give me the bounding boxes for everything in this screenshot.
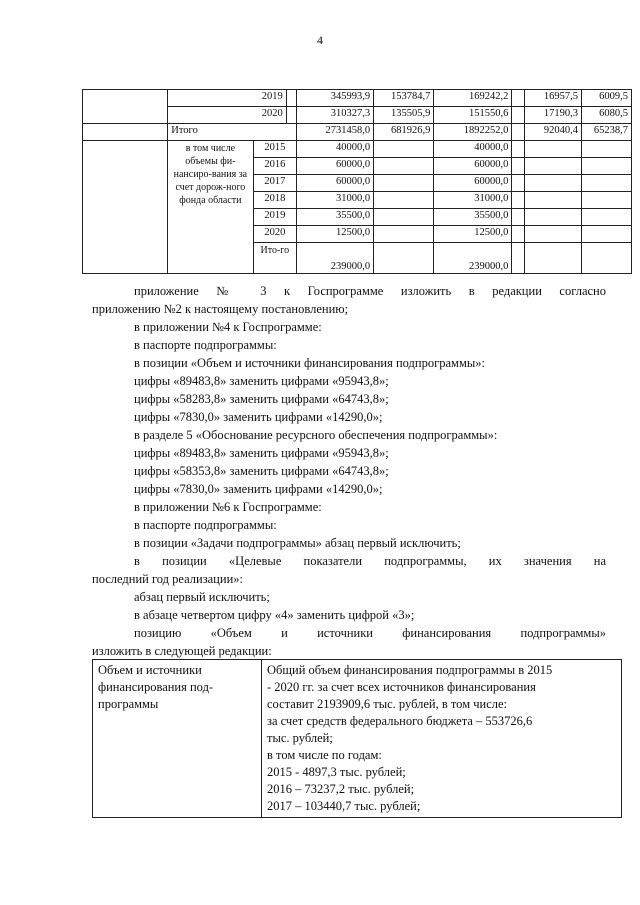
- table-row: 2020 310327,3 135505,9 151550,6 17190,3 6080,5: [83, 107, 632, 124]
- paragraph-line: последний год реализации»:: [92, 572, 243, 586]
- paragraph-line: в позиции «Задачи подпрограммы» абзац первый исключить;: [134, 536, 461, 550]
- table-row: 2018 31000,0 31000,0: [83, 192, 632, 209]
- paragraph-line: в паспорте подпрограммы:: [134, 338, 277, 352]
- paragraph-line: приложение № 3 к Госпрограмме изложить в редакции согласно: [134, 284, 606, 298]
- paragraph-line: изложить в следующей редакции:: [92, 644, 272, 658]
- page-number: 4: [317, 33, 323, 47]
- amendment-text: [92, 282, 606, 660]
- passport-table: [92, 659, 622, 818]
- financing-table: [82, 89, 632, 274]
- paragraph-line: в паспорте подпрограммы:: [134, 518, 277, 532]
- paragraph-line: цифры «89483,8» заменить цифрами «95943,8»;: [134, 446, 389, 460]
- paragraph-line: цифры «58283,8» заменить цифрами «64743,8»;: [134, 392, 389, 406]
- paragraph-line: в приложении №6 к Госпрограмме:: [134, 500, 322, 514]
- paragraph-line: цифры «58353,8» заменить цифрами «64743,8»;: [134, 464, 389, 478]
- paragraph-line: цифры «7830,0» заменить цифрами «14290,0»;: [134, 482, 383, 496]
- paragraph-line: в позиции «Объем и источники финансирования подпрограммы»:: [134, 356, 485, 370]
- table-row: 2019 35500,0 35500,0: [83, 209, 632, 226]
- paragraph-line: приложению №2 к настоящему постановлению;: [92, 302, 349, 316]
- passport-label: Объем и источники финансирования под-программы: [93, 660, 262, 818]
- table-row: [93, 660, 622, 818]
- paragraph-line: в приложении №4 к Госпрограмме:: [134, 320, 322, 334]
- paragraph-line: цифры «7830,0» заменить цифрами «14290,0»;: [134, 410, 383, 424]
- table-row: 2020 12500,0 12500,0: [83, 226, 632, 243]
- paragraph-line: в разделе 5 «Обоснование ресурсного обеспечения подпрограммы»:: [134, 428, 498, 442]
- table-row: в том числе объемы фи-нансиро-вания за счет дорож-ного фонда области 2015 40000,0 40000,0: [83, 141, 632, 158]
- paragraph-line: позицию «Объем и источники финансирования подпрограммы»: [134, 626, 606, 640]
- passport-content: Общий объем финансирования подпрограммы в 2015 - 2020 гг. за счет всех источников финансирования составит 2193909,6 тыс. рублей, в том числе: за счет средств федерального бюджета – 553726,6 тыс. рублей; в том числе по годам: 2015 - 4897,3 тыс. рублей; 2016 – 73237,2 тыс. рублей; 2017 – 103440,7 тыс. рублей;: [262, 660, 622, 818]
- table-row-total: Итого 2731458,0 681926,9 1892252,0 92040,4 65238,7: [83, 124, 632, 141]
- table-row: 2019 345993,9 153784,7 169242,2 16957,5 6009,5: [83, 90, 632, 107]
- paragraph-line: цифры «89483,8» заменить цифрами «95943,8»;: [134, 374, 389, 388]
- paragraph-line: абзац первый исключить;: [134, 590, 270, 604]
- table-row: 2016 60000,0 60000,0: [83, 158, 632, 175]
- paragraph-line: в позиции «Целевые показатели подпрограммы, их значения на: [134, 554, 606, 568]
- table-row-total: Ито-го 239000,0 239000,0: [83, 243, 632, 274]
- paragraph-line: в абзаце четвертом цифру «4» заменить цифрой «3»;: [134, 608, 415, 622]
- road-fund-label: в том числе объемы фи-нансиро-вания за счет дорож-ного фонда области: [168, 141, 253, 274]
- table-row: 2017 60000,0 60000,0: [83, 175, 632, 192]
